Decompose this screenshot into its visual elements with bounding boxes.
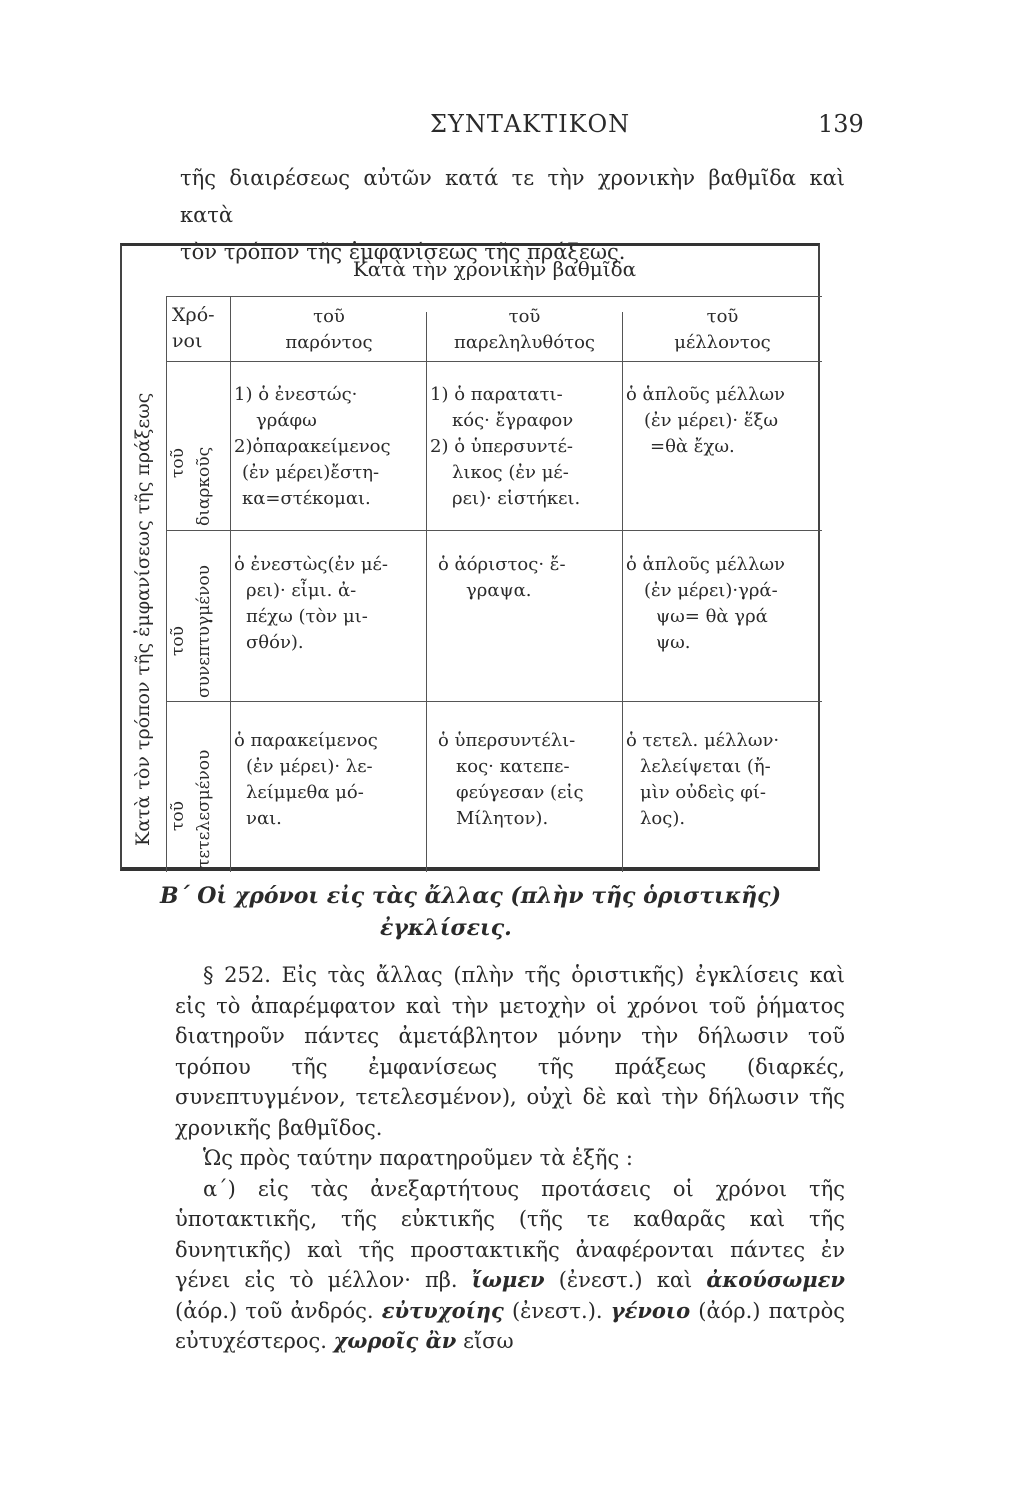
tense-table: [120, 243, 820, 871]
section-caption: Β΄ Οἱ χρόνοι εἰς τὰς ἄλλας (πλὴν τῆς ὁριστικῆς) ἐγκλίσεις.: [160, 883, 781, 941]
cell-r2-past: ὁ ἀόριστος· ἔ- γραψα.: [438, 554, 566, 601]
cell-r3-future: ὁ τετελ. μέλλων· λελείψεται (ἤ- μὶν οὐδεὶς φί- λος).: [626, 730, 780, 829]
cell-r1-future: ὁ ἁπλοῦς μέλλων (ἐν μέρει)· ἕξω =θὰ ἔχω.: [626, 384, 785, 457]
paragraph-252: § 252. Εἰς τὰς ἄλλας (πλὴν τῆς ὁριστικῆς) ἐγκλίσεις καὶ εἰς τὸ ἀπαρέμφατον καὶ τὴν μετοχὴν οἱ χρόνοι τοῦ ῥήματος διατηροῦν πάντες ἀμετάβλητον μόνην τὴν δήλωσιν τοῦ τρόπου τῆς ἐμφανίσεως τῆς πράξεως (διαρκές, συνεπτυγμένον, τετελεσμένον), οὐχὶ δὲ καὶ τὴν δήλωσιν τῆς χρονικῆς βαθμῖδος.: [175, 963, 845, 1140]
table-side-header: Κατὰ τὸν τρόπον τῆς ἐμφανίσεως τῆς πράξεως: [132, 392, 154, 846]
cell-r2-present: ὁ ἐνεστὼς(ἐν μέ- ρει)· εἶμι. ἀ- πέχω (τὸν μι- σθόν).: [234, 554, 388, 653]
paragraph-observe: Ὡς πρὸς ταύτην παρατηροῦμεν τὰ ἑξῆς :: [203, 1146, 633, 1170]
example-5: χωροῖς ἂν: [333, 1328, 457, 1353]
col-header-present: τοῦ παρόντος: [285, 306, 373, 353]
row-label-aorist-b: συνεπτυγμένου: [194, 565, 214, 698]
row-label-durative-a: τοῦ: [168, 448, 188, 478]
table-corner: Χρό- νοι: [172, 304, 215, 352]
row-label-perfect-b: τετελεσμένου: [194, 749, 214, 868]
col-header-past: τοῦ παρεληλυθότος: [454, 306, 595, 353]
cell-r3-present: ὁ παρακείμενος (ἐν μέρει)· λε- λείμμεθα μό- ναι.: [234, 730, 378, 829]
row-label-aorist-a: τοῦ: [168, 626, 188, 656]
running-header-title: ΣΥΝΤΑΚΤΙΚΟΝ: [430, 110, 631, 138]
cell-r1-past: 1) ὁ παρατατι- κός· ἔγραφον 2) ὁ ὑπερσυντέ- λικος (ἐν μέ- ρει)· εἱστήκει.: [430, 384, 581, 509]
example-4: γένοιο: [610, 1297, 691, 1323]
cell-r2-future: ὁ ἁπλοῦς μέλλων (ἐν μέρει)·γρά- ψω= θὰ γρά ψω.: [626, 554, 785, 653]
row-label-durative-b: διαρκοῦς: [194, 446, 214, 526]
example-2: ἀκούσωμεν: [706, 1267, 846, 1292]
intro-line-2: τὸν τρόπον τῆς ἐμφανίσεως τῆς πράξεως.: [180, 240, 626, 264]
body-text: [175, 960, 845, 1357]
paragraph-item-a: α΄) εἰς τὰς ἀνεξαρτήτους προτάσεις οἱ χρόνοι τῆς ὑποτακτικῆς, τῆς εὐκτικῆς (τῆς τε καθαρᾶς καὶ τῆς δυνητικῆς) καὶ τῆς προστακτικῆς ἀναφέρονται πάντες ἐν γένει εἰς τὸ μέλλον· πβ. ἴωμεν (ἐνεστ.) καὶ ἀκούσωμεν (ἀόρ.) τοῦ ἀνδρός. εὐτυχοίης (ἐνεστ.). γένοιο (ἀόρ.) πατρὸς εὐτυχέστερος. χωροῖς ἂν εἴσω: [175, 1176, 846, 1353]
cell-r3-past: ὁ ὑπερσυντέλι- κος· κατεπε- φεύγεσαν (εἰς Μίλητον).: [438, 730, 584, 829]
col-header-future: τοῦ μέλλοντος: [674, 306, 771, 353]
row-label-perfect-a: τοῦ: [168, 801, 188, 831]
intro-line-1: τῆς διαιρέσεως αὐτῶν κατά τε τὴν χρονικὴν βαθμῖδα καὶ κατὰ: [180, 166, 845, 227]
example-3: εὐτυχοίης: [381, 1297, 504, 1323]
cell-r1-present: 1) ὁ ἐνεστώς· γράφω 2)ὁπαρακείμενος (ἐν μέρει)ἔστη- κα=στέκομαι.: [234, 384, 391, 509]
table-top-header: Κατὰ τὴν χρονικὴν βαθμῖδα: [352, 257, 637, 281]
page-number: 139: [818, 110, 864, 138]
example-1: ἴωμεν: [471, 1267, 545, 1292]
